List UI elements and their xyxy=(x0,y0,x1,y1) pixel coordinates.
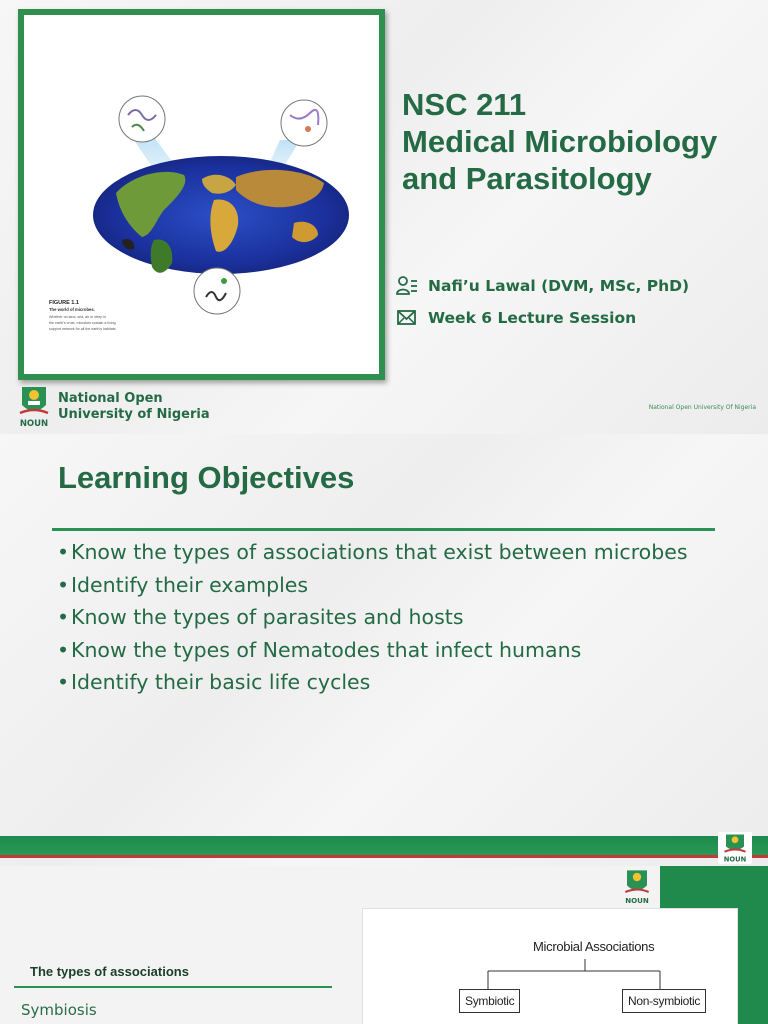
learning-objectives-slide xyxy=(0,434,768,866)
svg-text:NOUN: NOUN xyxy=(723,855,747,863)
objective-item: • Identify their basic life cycles xyxy=(57,670,717,694)
diagram-title: Microbial Associations xyxy=(533,939,655,954)
svg-text:NOUN: NOUN xyxy=(19,419,49,429)
lecturer-name: Nafi’u Lawal (DVM, MSc, PhD) xyxy=(428,277,690,295)
footer-band-green xyxy=(0,836,768,856)
objective-item: • Know the types of Nematodes that infect humans xyxy=(57,638,717,662)
course-title-line2: and Parasitology xyxy=(402,161,652,196)
svg-text:Whether on land, sea, air or d: Whether on land, sea, air or deep in xyxy=(49,315,107,319)
svg-text:support network for all the ea: support network for all the earth's habitats. xyxy=(49,327,117,331)
objective-item: • Know the types of parasites and hosts xyxy=(57,605,717,629)
session-row xyxy=(396,309,636,327)
svg-text:the earth's crust, microbes su: the earth's crust, microbes sustain a living xyxy=(49,321,116,325)
diagram-node-symbiotic: Symbiotic xyxy=(459,989,520,1013)
svg-text:NOUN: NOUN xyxy=(625,895,649,905)
lecturer-row xyxy=(396,276,689,296)
institution-line2: University of Nigeria xyxy=(58,407,210,422)
svg-text:The world of microbes.: The world of microbes. xyxy=(49,307,95,312)
heading-divider xyxy=(52,528,715,531)
header-logo xyxy=(617,866,657,908)
section-heading: The types of associations xyxy=(30,964,189,979)
svg-text:FIGURE 1.1: FIGURE 1.1 xyxy=(49,300,79,306)
associations-slide xyxy=(0,866,768,1024)
course-title-line1: Medical Microbiology xyxy=(402,124,718,159)
footer-credit: National Open University Of Nigeria xyxy=(648,404,756,411)
course-code: NSC 211 xyxy=(402,87,527,122)
footer-logo xyxy=(718,832,752,864)
objectives-list xyxy=(57,540,717,703)
associations-diagram xyxy=(362,908,738,1024)
section-divider xyxy=(14,986,332,988)
person-list-icon xyxy=(396,276,418,296)
footer-band-red xyxy=(0,855,768,858)
institution-brand xyxy=(16,385,210,429)
noun-logo xyxy=(622,868,652,906)
world-map-image xyxy=(24,15,379,374)
diagram-node-non-symbiotic: Non-symbiotic xyxy=(622,989,706,1013)
noun-logo xyxy=(721,833,749,863)
world-of-microbes-figure xyxy=(18,9,385,380)
slide-heading: Learning Objectives xyxy=(58,460,355,495)
association-item: Symbiosis xyxy=(21,1001,97,1019)
course-title xyxy=(402,86,717,197)
session-label: Week 6 Lecture Session xyxy=(428,309,637,327)
objective-item: • Know the types of associations that exist between microbes xyxy=(57,540,717,564)
envelope-icon xyxy=(396,309,418,327)
institution-line1: National Open xyxy=(58,391,163,406)
noun-logo xyxy=(16,385,52,429)
objective-item: • Identify their examples xyxy=(57,573,717,597)
title-slide xyxy=(0,0,768,434)
